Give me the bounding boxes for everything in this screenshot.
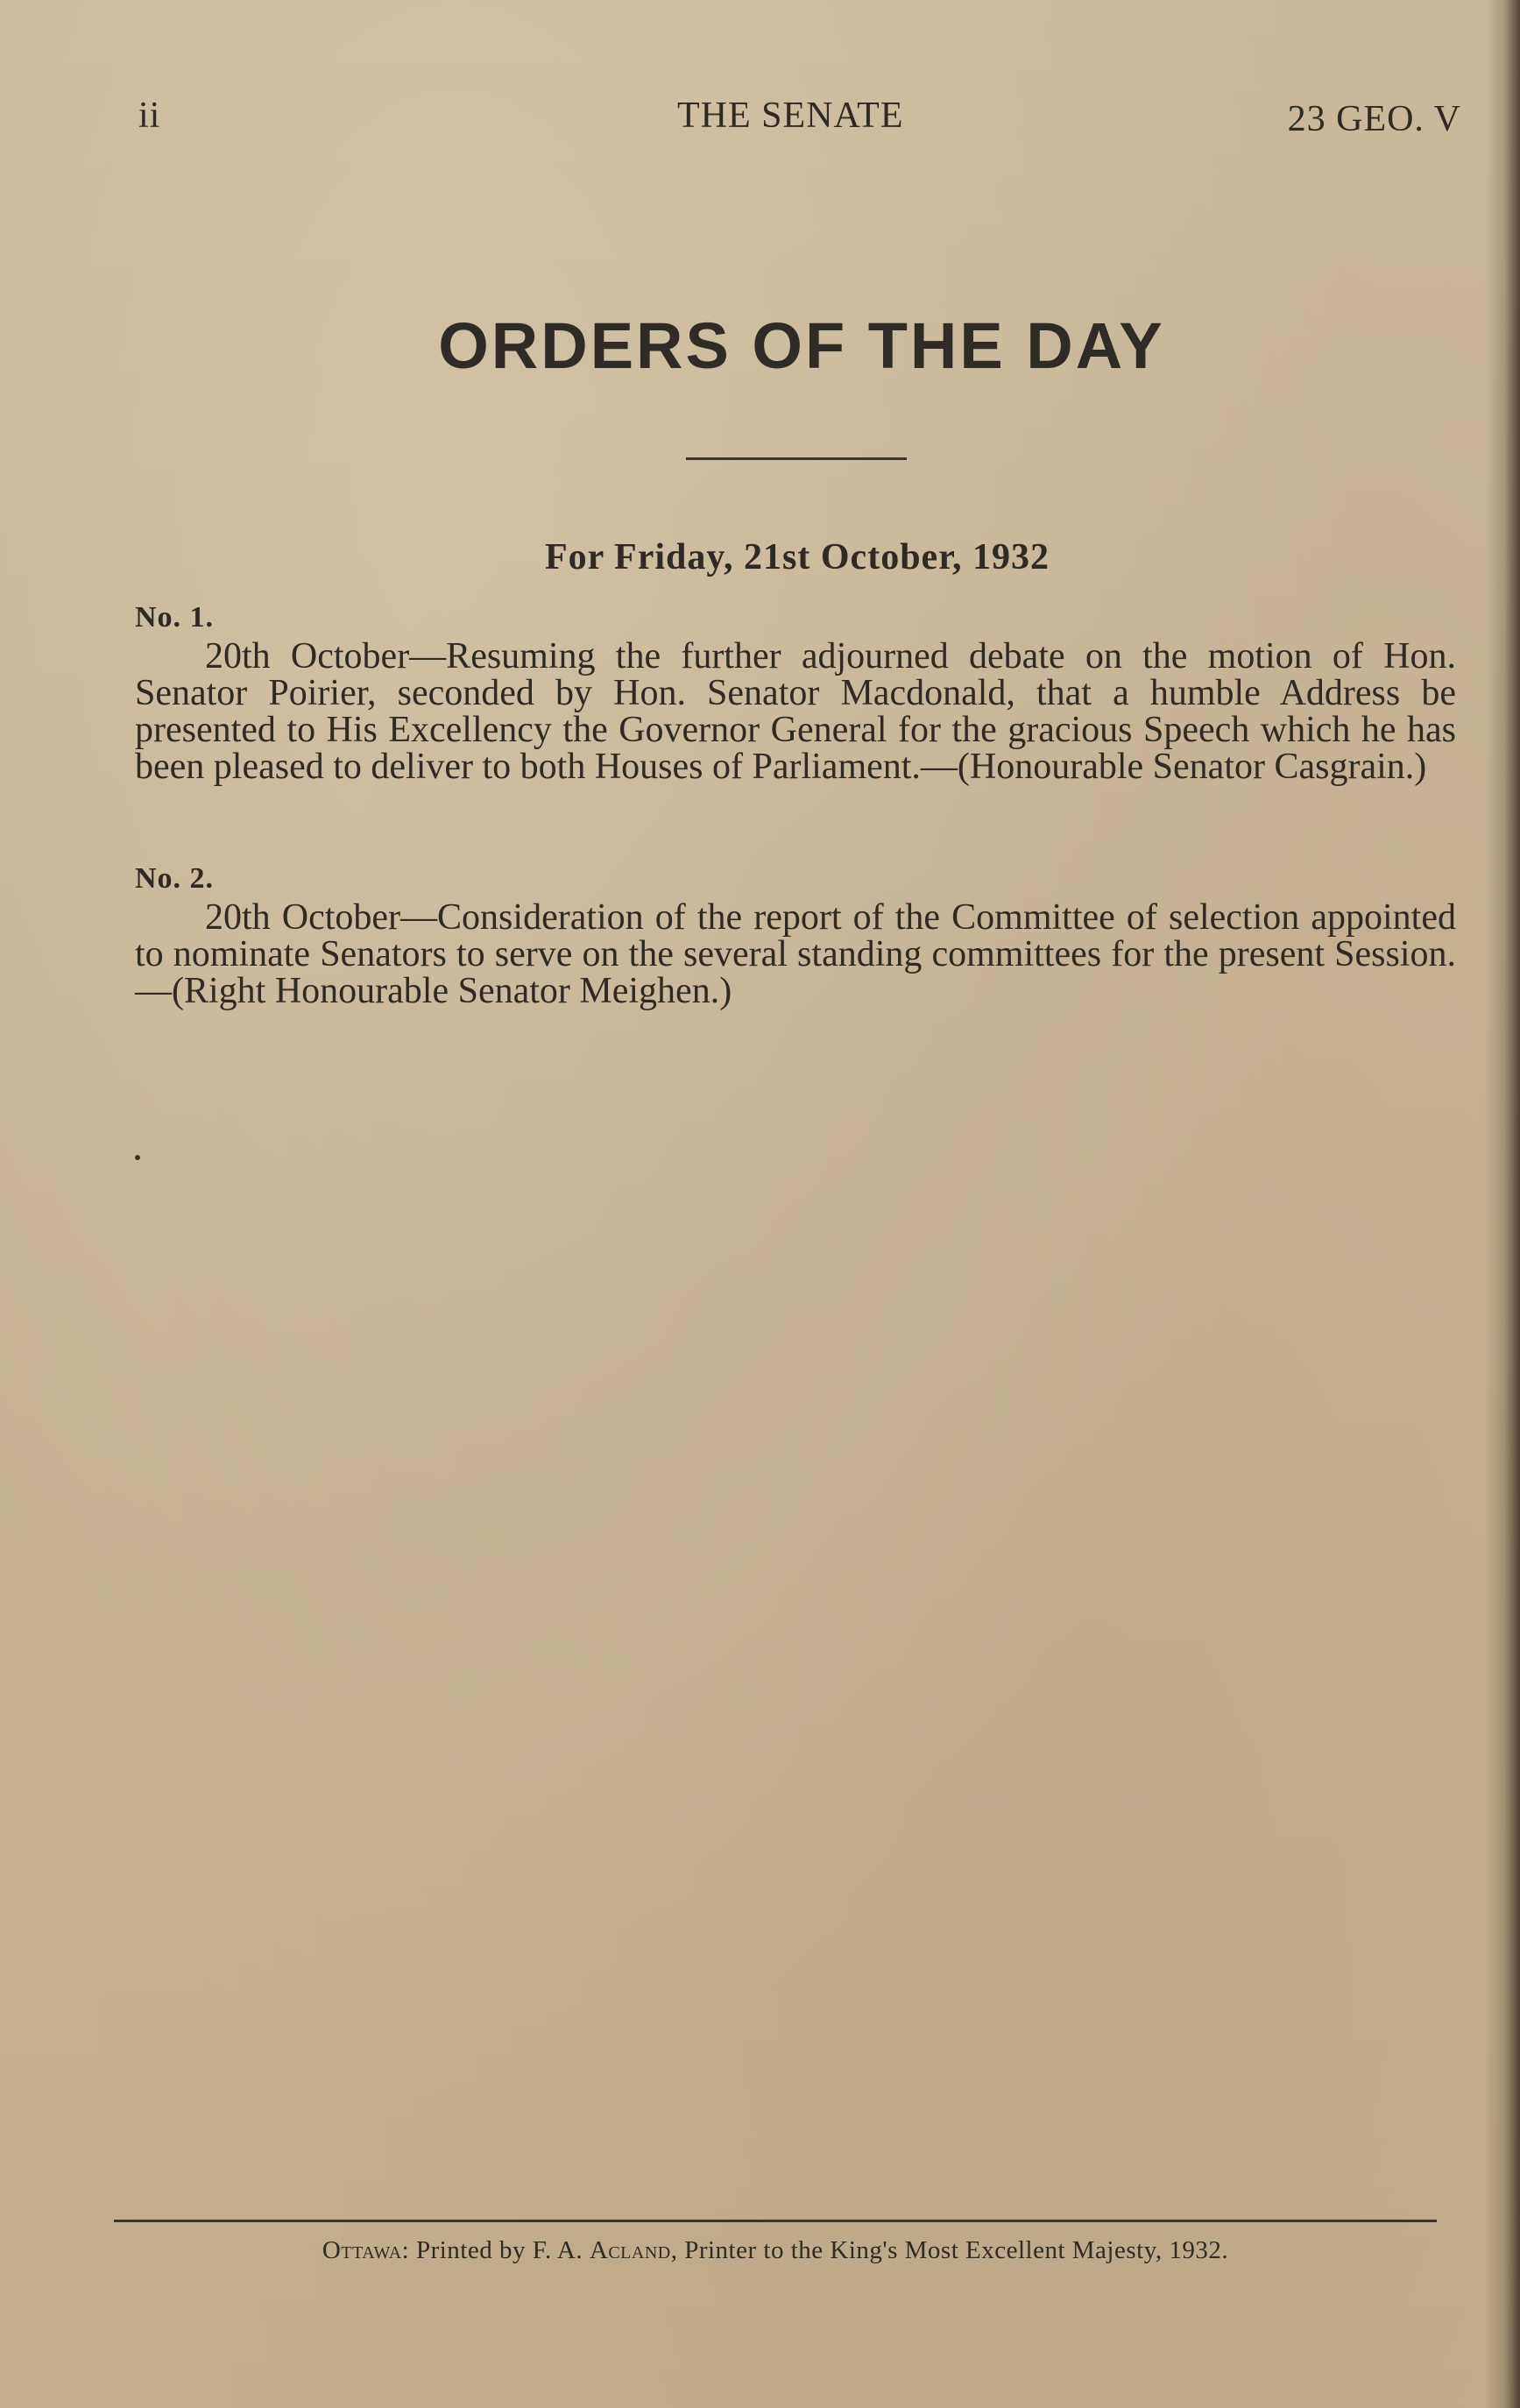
order-text: 20th October—Resuming the further adjourned debate on the motion of Hon. Senator Poirier, seconded by Hon. Senator Macdonald, that a humble Address be presented to His Excellency the Governor General for the gracious Speech which he has been pleased to deliver to both Houses of Parliament.—(Honourable Senator Casgrain.) bbox=[135, 636, 1456, 787]
imprint-place: Ottawa: bbox=[322, 2236, 410, 2264]
title-rule bbox=[686, 457, 907, 460]
printer-imprint bbox=[0, 2236, 1520, 2265]
imprint-printed-by: Printed by F. A. bbox=[415, 2236, 583, 2264]
footer-rule bbox=[114, 2220, 1437, 2222]
imprint-printer-name: Acland, bbox=[589, 2236, 678, 2264]
page-folio: ii bbox=[138, 96, 161, 136]
page-title: ORDERS OF THE DAY bbox=[438, 309, 1165, 382]
running-head bbox=[138, 95, 1461, 147]
imprint-rest: Printer to the King's Most Excellent Majesty, 1932. bbox=[684, 2236, 1229, 2264]
date-line: For Friday, 21st October, 1932 bbox=[545, 537, 1050, 577]
order-text: 20th October—Consideration of the report of the Committee of selection appointed to nominate Senators to serve on the several standing committees for the present Session.—(Right Honourable Senator Meighen.) bbox=[135, 897, 1456, 1011]
session-label: 23 GEO. V bbox=[1287, 99, 1461, 139]
order-item bbox=[135, 598, 1456, 785]
paper-speck bbox=[135, 1155, 140, 1160]
order-number: No. 1. bbox=[135, 601, 215, 634]
order-number: No. 2. bbox=[135, 862, 215, 895]
order-item bbox=[135, 859, 1456, 1009]
running-title: THE SENATE bbox=[677, 96, 904, 136]
